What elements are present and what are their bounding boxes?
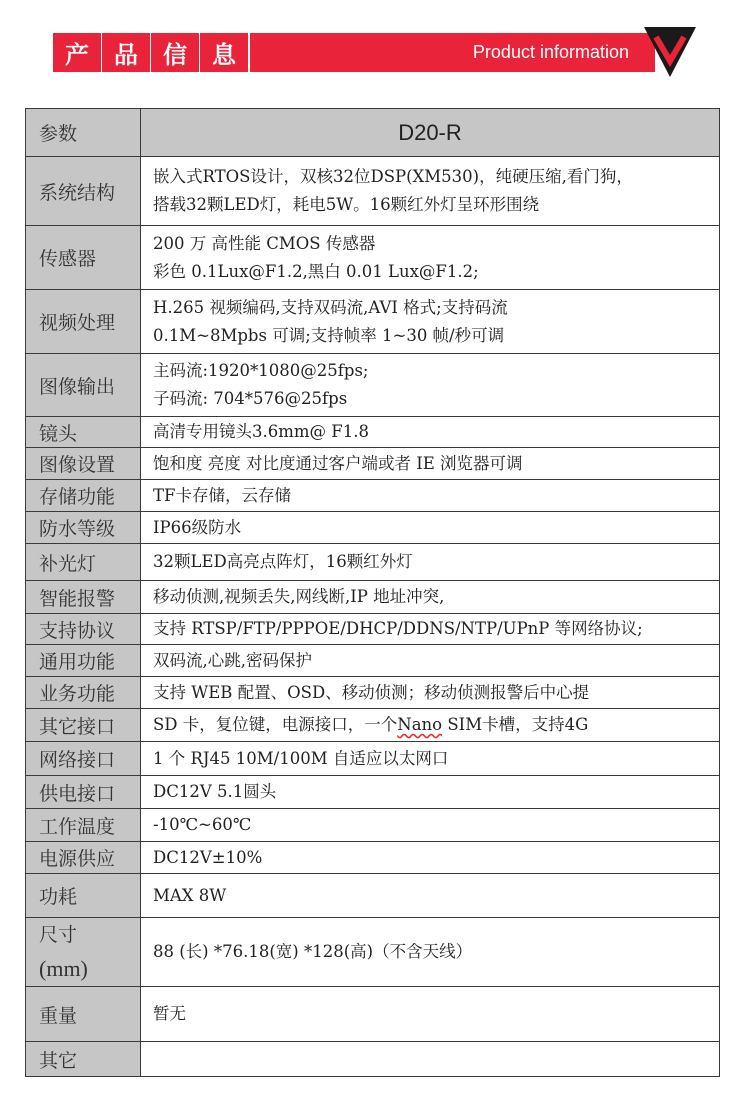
row-key: 网络接口 [26,742,141,776]
row-key: 电源供应 [26,842,141,874]
row-key: 存储功能 [26,480,141,512]
row-value: 支持 RTSP/FTP/PPPOE/DHCP/DDNS/NTP/UPnP 等网络协议; [141,614,720,645]
row-key: 其它接口 [26,709,141,742]
model-header: D20-R [141,109,720,157]
table-row [26,544,720,581]
table-row [26,677,720,709]
row-value: 32颗LED高亮点阵灯，16颗红外灯 [141,544,720,581]
banner-char: 品 [102,33,150,72]
row-key: 补光灯 [26,544,141,581]
row-value: 主码流:1920*1080@25fps; 子码流: 704*576@25fps [141,354,720,417]
row-key: 传感器 [26,226,141,290]
v-triangle-logo-icon [644,27,696,77]
table-row [26,874,720,918]
row-key: 镜头 [26,417,141,448]
row-key: 图像设置 [26,448,141,480]
row-value: DC12V±10% [141,842,720,874]
table-row [26,480,720,512]
table-row [26,1042,720,1077]
row-value: 高清专用镜头3.6mm@ F1.8 [141,417,720,448]
spec-table [25,108,720,1077]
row-value: 支持 WEB 配置、OSD、移动侦测；移动侦测报警后中心提 [141,677,720,709]
row-key: 防水等级 [26,512,141,544]
row-key: 视频处理 [26,290,141,354]
row-key: 供电接口 [26,776,141,809]
table-row [26,290,720,354]
param-header: 参数 [26,109,141,157]
table-row [26,512,720,544]
row-value: 嵌入式RTOS设计，双核32位DSP(XM530)，纯硬压缩,看门狗， 搭载32颗LED灯，耗电5W。16颗红外灯呈环形围绕 [141,157,720,226]
row-value: MAX 8W [141,874,720,918]
row-value: IP66级防水 [141,512,720,544]
table-row [26,987,720,1042]
row-value: 饱和度 亮度 对比度通过客户端或者 IE 浏览器可调 [141,448,720,480]
row-value: DC12V 5.1圆头 [141,776,720,809]
row-value: 88 (长) *76.18(宽) *128(高)（不含天线） [141,918,720,987]
table-row [26,918,720,987]
table-row [26,809,720,842]
row-key: 通用功能 [26,645,141,677]
table-row [26,645,720,677]
row-value: 暂无 [141,987,720,1042]
banner-subtitle: Product information [250,33,655,72]
table-row [26,709,720,742]
row-key: 系统结构 [26,157,141,226]
row-key: 图像输出 [26,354,141,417]
row-value: SD 卡，复位键，电源接口，一个Nano SIM卡槽，支持4G [141,709,720,742]
banner-char: 信 [151,33,199,72]
row-key: 智能报警 [26,581,141,614]
row-value: -10℃~60℃ [141,809,720,842]
row-key: 其它 [26,1042,141,1077]
row-value: 1 个 RJ45 10M/100M 自适应以太网口 [141,742,720,776]
table-header-row [26,109,720,157]
row-key: 尺寸 (mm) [26,918,141,987]
row-value: 200 万 高性能 CMOS 传感器 彩色 0.1Lux@F1.2,黑白 0.01 Lux@F1.2; [141,226,720,290]
row-value: TF卡存储，云存储 [141,480,720,512]
row-value: H.265 视频编码,支持双码流,AVI 格式;支持码流 0.1M~8Mpbs 可调;支持帧率 1~30 帧/秒可调 [141,290,720,354]
row-key: 重量 [26,987,141,1042]
table-row [26,226,720,290]
table-row [26,842,720,874]
spellcheck-underline: Nano [397,715,443,734]
table-row [26,157,720,226]
row-key: 业务功能 [26,677,141,709]
row-value: 移动侦测,视频丢失,网线断,IP 地址冲突, [141,581,720,614]
row-value: 双码流,心跳,密码保护 [141,645,720,677]
row-value [141,1042,720,1077]
row-key: 功耗 [26,874,141,918]
table-row [26,776,720,809]
banner-char: 息 [200,33,248,72]
table-row [26,354,720,417]
product-info-banner [53,33,655,72]
banner-char: 产 [53,33,101,72]
row-key: 支持协议 [26,614,141,645]
table-row [26,448,720,480]
row-key: 工作温度 [26,809,141,842]
table-row [26,614,720,645]
table-row [26,417,720,448]
table-row [26,742,720,776]
table-row [26,581,720,614]
